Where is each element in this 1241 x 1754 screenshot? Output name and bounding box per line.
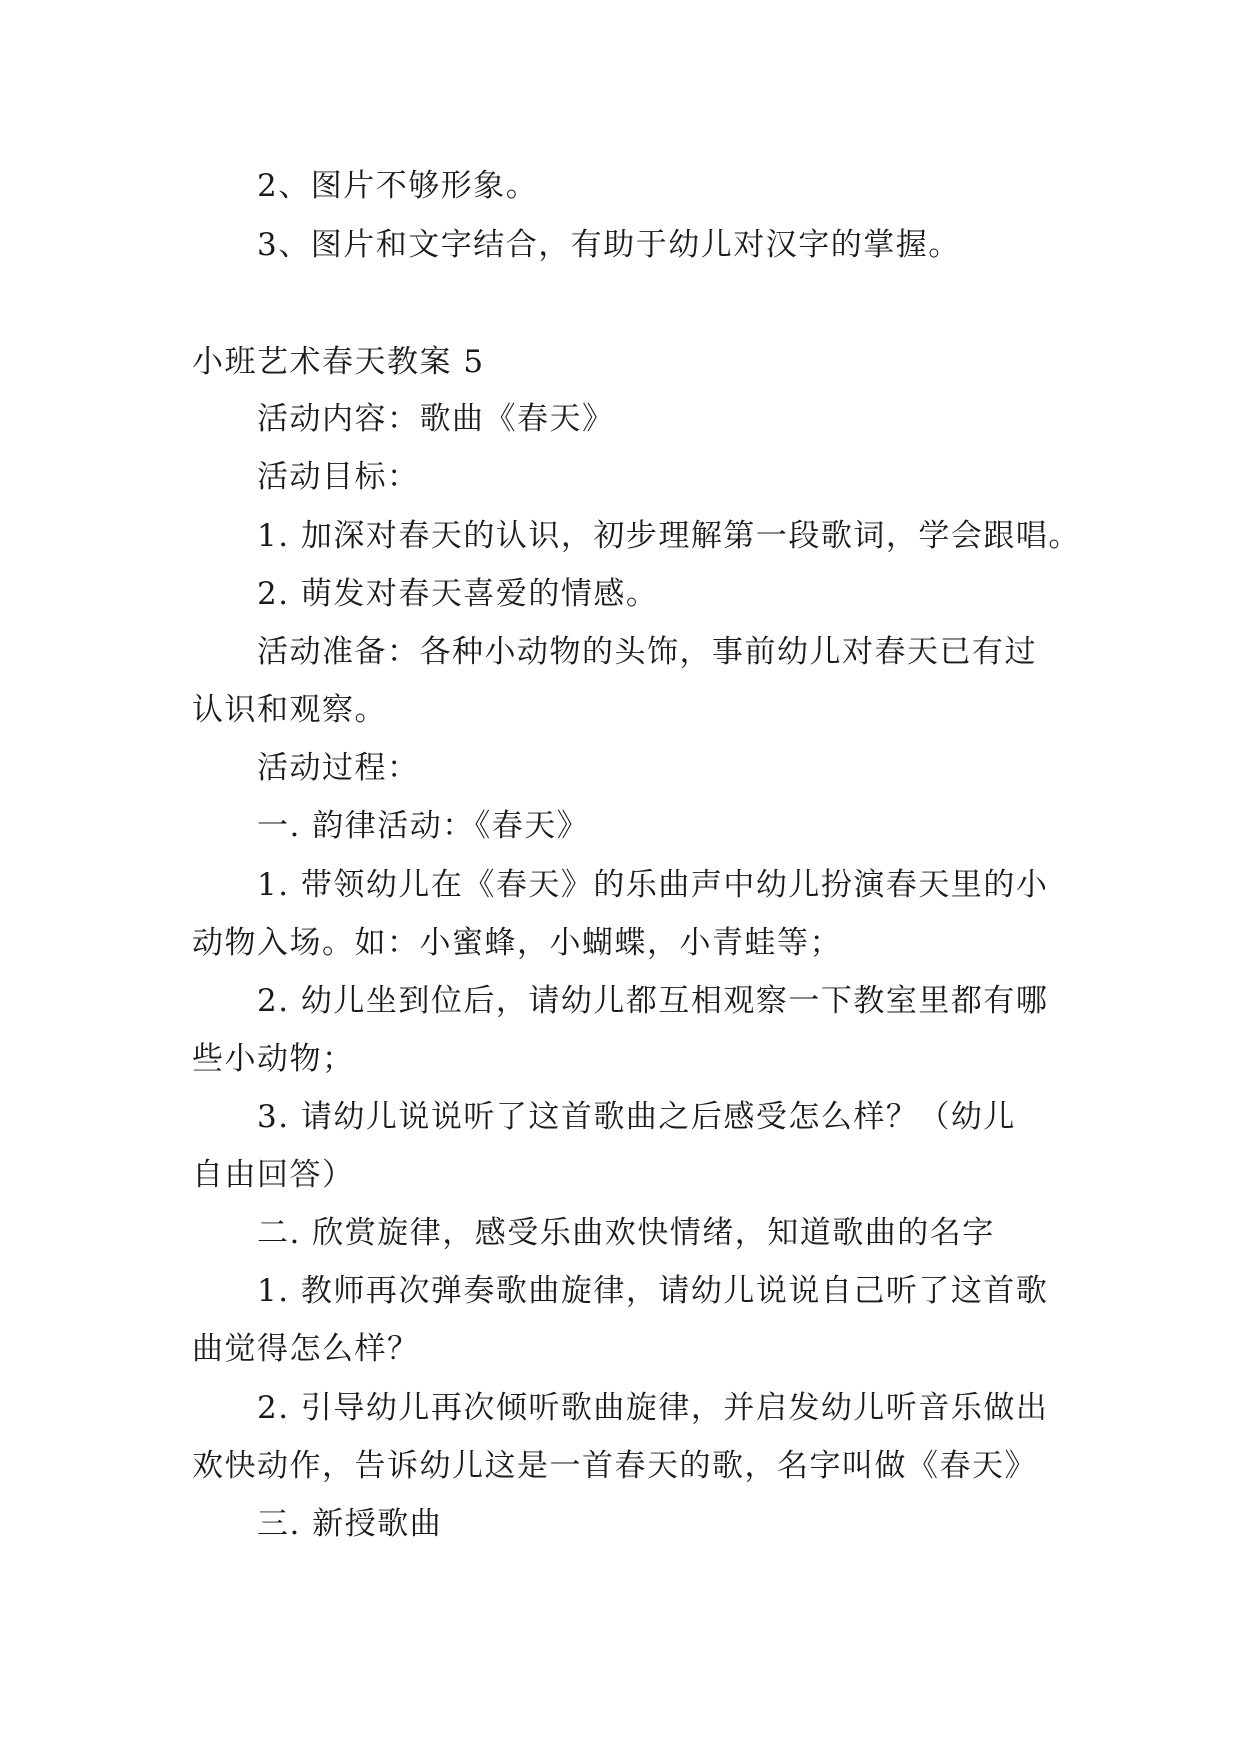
paragraph-line: 些小动物； — [192, 1041, 355, 1077]
paragraph-line: 活动内容：歌曲《春天》 — [257, 401, 615, 437]
paragraph-line: 动物入场。如：小蜜蜂，小蝴蝶，小青蛙等； — [192, 925, 842, 961]
paragraph-line: 认识和观察。 — [192, 692, 387, 728]
paragraph-line: 2、图片不够形象。 — [257, 168, 539, 204]
paragraph-line: 曲觉得怎么样？ — [192, 1331, 420, 1367]
paragraph-line: 2. 幼儿坐到位后，请幼儿都互相观察一下教室里都有哪 — [257, 983, 1049, 1019]
paragraph-line: 一. 韵律活动：《春天》 — [257, 808, 590, 844]
paragraph-line: 3、图片和文字结合，有助于幼儿对汉字的掌握。 — [257, 227, 961, 263]
section-title: 小班艺术春天教案 5 — [192, 344, 485, 380]
paragraph-line: 活动过程： — [257, 750, 420, 786]
paragraph-line: 2. 引导幼儿再次倾听歌曲旋律，并启发幼儿听音乐做出 — [257, 1390, 1049, 1426]
paragraph-line: 1. 教师再次弹奏歌曲旋律，请幼儿说说自己听了这首歌 — [257, 1273, 1049, 1309]
paragraph-line: 二. 欣赏旋律，感受乐曲欢快情绪，知道歌曲的名字 — [257, 1215, 995, 1251]
paragraph-line: 欢快动作，告诉幼儿这是一首春天的歌，名字叫做《春天》 — [192, 1448, 1037, 1484]
paragraph-line: 2. 萌发对春天喜爱的情感。 — [257, 576, 659, 612]
paragraph-line: 3. 请幼儿说说听了这首歌曲之后感受怎么样？（幼儿 — [257, 1099, 1016, 1135]
paragraph-line: 1. 加深对春天的认识，初步理解第一段歌词，学会跟唱。 — [257, 518, 1081, 554]
paragraph-line: 自由回答） — [192, 1157, 355, 1193]
paragraph-line: 活动目标： — [257, 459, 420, 495]
paragraph-line: 三. 新授歌曲 — [257, 1506, 443, 1542]
paragraph-line: 活动准备：各种小动物的头饰，事前幼儿对春天已有过 — [257, 634, 1037, 670]
paragraph-line: 1. 带领幼儿在《春天》的乐曲声中幼儿扮演春天里的小 — [257, 867, 1049, 903]
